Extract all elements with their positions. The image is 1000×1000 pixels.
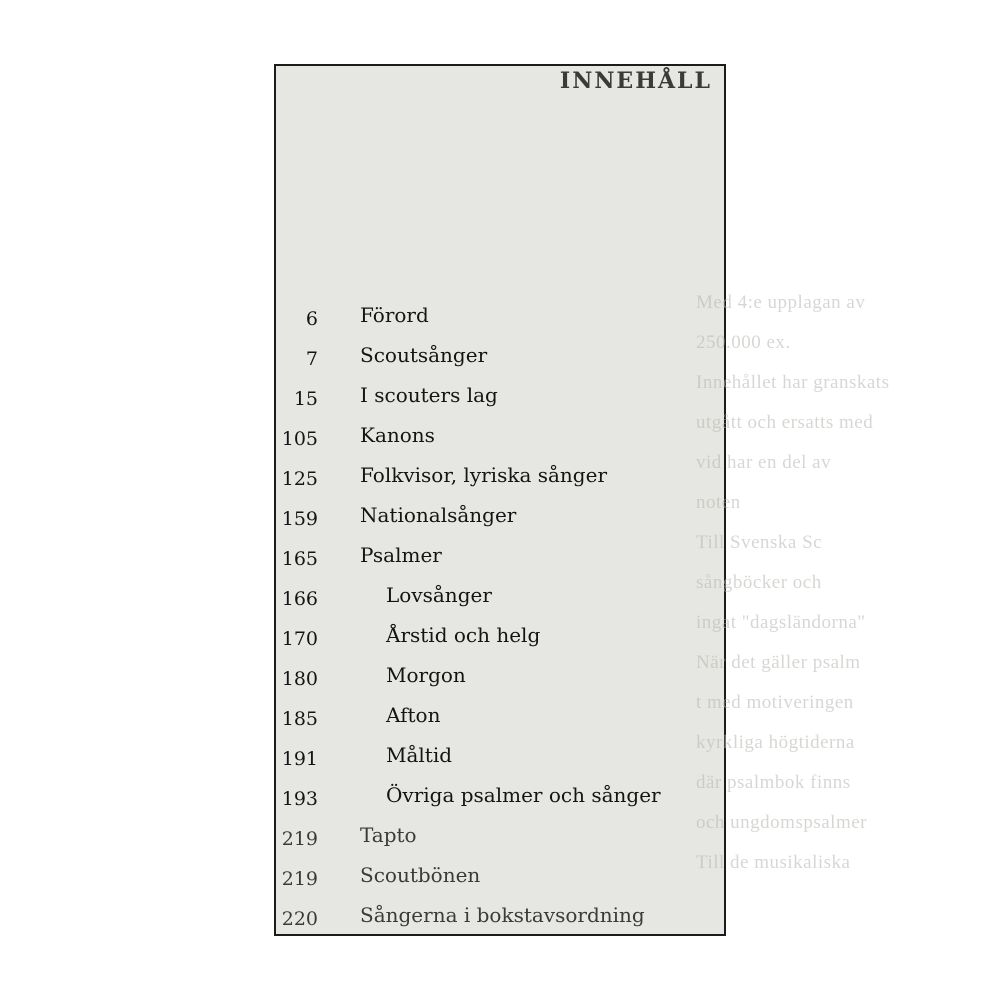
toc-page-number: 7 bbox=[305, 348, 318, 370]
toc-entry bbox=[276, 298, 724, 338]
toc-page-number: 219 bbox=[281, 828, 318, 850]
toc-entry bbox=[276, 738, 724, 778]
toc-page-number: 105 bbox=[281, 428, 318, 450]
toc-title: Folkvisor, lyriska sånger bbox=[360, 463, 608, 487]
toc-page-number: 6 bbox=[305, 308, 318, 330]
toc-page-number: 166 bbox=[281, 588, 318, 610]
toc-page-number: 15 bbox=[293, 388, 318, 410]
toc-entry bbox=[276, 858, 724, 898]
toc-page-number: 185 bbox=[281, 708, 318, 730]
toc-entry bbox=[276, 818, 724, 858]
toc-page-number: 170 bbox=[281, 628, 318, 650]
book-page-photo bbox=[274, 64, 890, 936]
toc-title: Måltid bbox=[386, 743, 453, 767]
table-of-contents bbox=[276, 298, 724, 938]
toc-title: Förord bbox=[360, 303, 429, 327]
toc-title: Nationalsånger bbox=[360, 503, 517, 527]
toc-title: Övriga psalmer och sånger bbox=[386, 783, 661, 807]
toc-page-number: 191 bbox=[281, 748, 318, 770]
toc-entry bbox=[276, 458, 724, 498]
toc-page-number: 219 bbox=[281, 868, 318, 890]
toc-entry bbox=[276, 538, 724, 578]
page-heading: INNEHÅLL bbox=[559, 68, 712, 94]
show-through-text: Med 4:e upplagan av 250.000 ex. Innehållet har granskats utgått och ersatts med vid har en del av noten Till Svenska Sc sångböcker och ingat "dagsländorna" När det gäller psalm t med motiveringen kyrkliga högtiderna där psalmbok finns och ungdomspsalmer Till de musikaliska bbox=[696, 292, 890, 873]
toc-page-number: 193 bbox=[281, 788, 318, 810]
toc-page-number: 159 bbox=[281, 508, 318, 530]
toc-page-number: 125 bbox=[281, 468, 318, 490]
toc-entry bbox=[276, 498, 724, 538]
toc-title: Morgon bbox=[386, 663, 466, 687]
toc-entry bbox=[276, 578, 724, 618]
toc-title: Tapto bbox=[360, 823, 417, 847]
toc-page-number: 180 bbox=[281, 668, 318, 690]
toc-title: Psalmer bbox=[360, 543, 442, 567]
toc-entry bbox=[276, 338, 724, 378]
toc-entry bbox=[276, 418, 724, 458]
toc-entry bbox=[276, 898, 724, 938]
toc-title: Scoutbönen bbox=[360, 863, 481, 887]
toc-title: I scouters lag bbox=[360, 383, 498, 407]
toc-page-number: 165 bbox=[281, 548, 318, 570]
toc-entry bbox=[276, 658, 724, 698]
toc-page-number: 220 bbox=[281, 908, 318, 930]
toc-title: Scoutsånger bbox=[360, 343, 488, 367]
toc-title: Lovsånger bbox=[386, 583, 492, 607]
toc-entry bbox=[276, 618, 724, 658]
toc-entry bbox=[276, 698, 724, 738]
toc-title: Afton bbox=[386, 703, 441, 727]
toc-title: Årstid och helg bbox=[386, 623, 541, 647]
toc-title: Kanons bbox=[360, 423, 435, 447]
toc-entry bbox=[276, 378, 724, 418]
toc-title: Sångerna i bokstavsordning bbox=[360, 903, 645, 927]
toc-entry bbox=[276, 778, 724, 818]
